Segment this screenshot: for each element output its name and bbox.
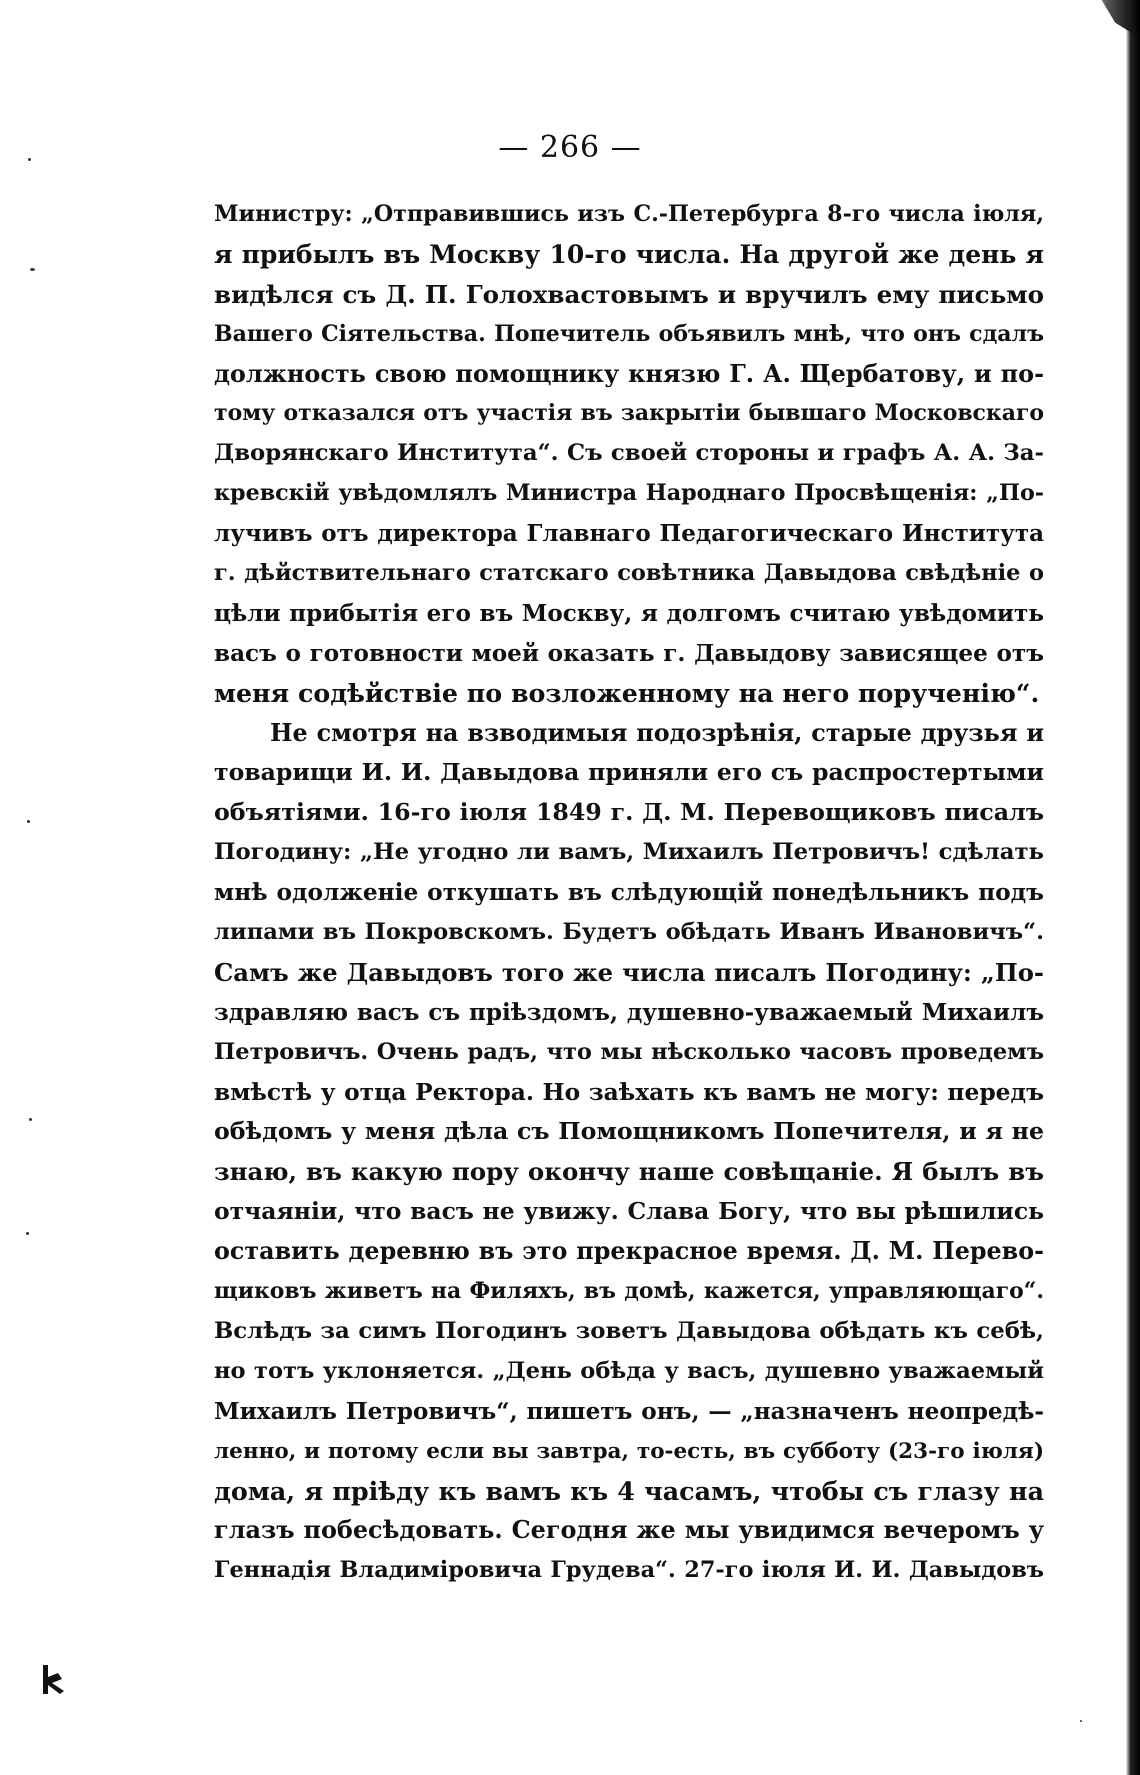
text-line: Геннадія Владиміровича Грудева“. 27-го іюля И. И. Давыдовъ bbox=[214, 1557, 1044, 1584]
text-line: мнѣ одолженіе откушать въ слѣдующій понедѣльникъ подъ bbox=[214, 879, 1044, 907]
text-line: цѣли прибытія его въ Москву, я долгомъ считаю увѣдомить bbox=[214, 599, 1044, 627]
text-line: Вслѣдъ за симъ Погодинъ зоветъ Давыдова обѣдать къ себѣ, bbox=[214, 1317, 1044, 1344]
text-line: Дворянскаго Института“. Съ своей стороны и графъ А. А. За- bbox=[214, 440, 1044, 467]
text-line: но тотъ уклоняется. „День обѣда у васъ, душевно уважаемый bbox=[214, 1357, 1044, 1384]
text-line: Михаилъ Петровичъ“, пишетъ онъ, — „назначенъ неопредѣ- bbox=[214, 1397, 1044, 1425]
text-line: Петровичъ. Очень радъ, что мы нѣсколько часовъ проведемъ bbox=[214, 1038, 1044, 1065]
text-line: Министру: „Отправившись изъ С.-Петербурга 8-го числа іюля, bbox=[214, 201, 1044, 227]
text-line: Погодину: „Не угодно ли вамъ, Михаилъ Петровичъ! сдѣлать bbox=[214, 839, 1044, 866]
scan-speck bbox=[26, 1232, 29, 1235]
text-line: ленно, и потому если вы завтра, то-есть, въ субботу (23-го іюля) bbox=[214, 1438, 1044, 1464]
text-line: товарищи И. И. Давыдова приняли его съ распростертыми bbox=[214, 758, 1044, 787]
text-line: г. дѣйствительнаго статскаго совѣтника Давыдова свѣдѣніе о bbox=[214, 560, 1044, 587]
paragraph-start-line: Не смотря на взводимыя подозрѣнія, старые друзья и bbox=[270, 718, 1044, 747]
text-line: кревскій увѣдомлялъ Министра Народнаго Просвѣщенія: „По- bbox=[214, 480, 1044, 507]
text-line: обѣдомъ у меня дѣла съ Помощникомъ Попечителя, и я не bbox=[214, 1117, 1044, 1146]
scan-corner-mark-icon bbox=[40, 1663, 66, 1695]
scan-speck bbox=[29, 1118, 32, 1121]
text-line: глазъ побесѣдовать. Сегодня же мы увидимся вечеромъ у bbox=[214, 1516, 1044, 1545]
text-line: щиковъ живетъ на Филяхъ, въ домѣ, кажется, управляющаго“. bbox=[214, 1278, 1044, 1305]
scan-speck bbox=[30, 268, 35, 271]
text-line: видѣлся съ Д. П. Голохвастовымъ и вручилъ ему письмо bbox=[214, 279, 1044, 309]
text-line: знаю, въ какую пору окончу наше совѣщаніе. Я былъ въ bbox=[214, 1157, 1044, 1187]
scan-speck bbox=[1080, 1720, 1082, 1722]
page-number: — 266 — bbox=[498, 130, 642, 165]
text-line: Самъ же Давыдовъ того же числа писалъ Погодину: „По- bbox=[214, 957, 1044, 987]
paragraph-end-line: меня содѣйствіе по возложенному на него порученію“. bbox=[214, 677, 1040, 708]
page-binding-shadow bbox=[1106, 0, 1140, 1775]
scan-speck bbox=[27, 820, 30, 823]
text-line: должность свою помощнику князю Г. А. Щербатову, и по- bbox=[214, 359, 1044, 388]
text-line: липами въ Покровскомъ. Будетъ обѣдать Иванъ Ивановичъ“. bbox=[214, 919, 1044, 946]
text-line: васъ о готовности моей оказать г. Давыдову зависящее отъ bbox=[214, 639, 1044, 667]
text-line: Вашего Сіятельства. Попечитель объявилъ мнѣ, что онъ сдалъ bbox=[214, 320, 1044, 347]
text-line: отчаяніи, что васъ не увижу. Слава Богу, что вы рѣшились bbox=[214, 1197, 1044, 1226]
text-line: лучивъ отъ директора Главнаго Педагогическаго Института bbox=[214, 520, 1044, 548]
text-line: объятіями. 16-го іюля 1849 г. Д. М. Перевощиковъ писалъ bbox=[214, 798, 1044, 827]
text-line: дома, я пріѣду къ вамъ къ 4 часамъ, чтобы съ глазу на bbox=[214, 1475, 1044, 1506]
text-line: я прибылъ въ Москву 10-го числа. На другой же день я bbox=[214, 239, 1044, 269]
text-line: вмѣстѣ у отца Ректора. Но заѣхать къ вамъ не могу: передъ bbox=[214, 1077, 1044, 1106]
body-text bbox=[214, 195, 1044, 1591]
text-line: тому отказался отъ участія въ закрытіи бывшаго Московскаго bbox=[214, 400, 1044, 427]
scan-speck bbox=[28, 158, 31, 161]
text-line: здравляю васъ съ пріѣздомъ, душевно-уважаемый Михаилъ bbox=[214, 998, 1044, 1026]
text-line: оставить деревню въ это прекрасное время. Д. М. Перево- bbox=[214, 1237, 1044, 1266]
